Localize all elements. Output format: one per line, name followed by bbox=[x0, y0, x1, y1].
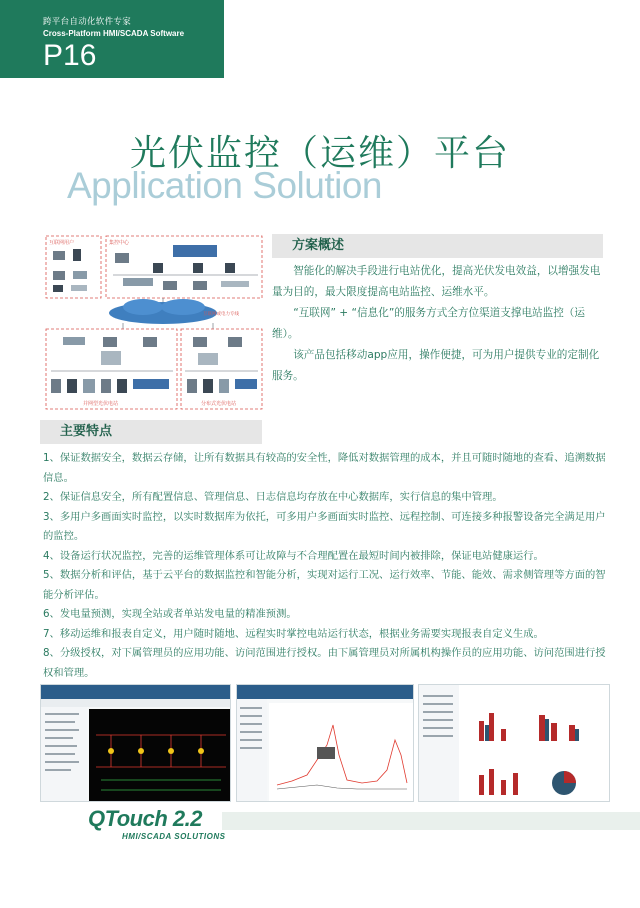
header-band bbox=[0, 0, 224, 78]
architecture-diagram bbox=[43, 233, 265, 415]
screenshot-trend-chart bbox=[236, 684, 414, 802]
feature-item: 5、数据分析和评估，基于云平台的数据监控和智能分析，实现对运行工况、运行效率、节能、能效、需求侧管理等方面的智能分析评估。 bbox=[43, 569, 606, 601]
screenshot-single-line-diagram bbox=[40, 684, 231, 802]
feature-item: 6、发电量预测，实现全站或者单站发电量的精准预测。 bbox=[43, 608, 297, 620]
brand-logo bbox=[88, 806, 202, 832]
overview-paragraph: “互联网” + “信息化”的服务方式全方位渠道支撑电站监控（运维）。 bbox=[272, 307, 585, 340]
page-subtitle: Application Solution bbox=[67, 165, 382, 206]
features-heading: 主要特点 bbox=[40, 420, 262, 444]
overview-paragraph: 该产品包括移动app应用，操作便捷，可为用户提供专业的定制化服务。 bbox=[272, 349, 600, 382]
label-distributed-station: 分布式光伏电站 bbox=[201, 401, 237, 407]
overview-text bbox=[272, 261, 606, 387]
label-network: 互联网或电力专线 bbox=[203, 312, 239, 317]
page-title: 光伏监控（运维）平台 bbox=[129, 133, 510, 174]
screenshot-report-charts bbox=[418, 684, 610, 802]
label-internet-user: 互联网用户 bbox=[49, 240, 75, 246]
feature-item: 1、保证数据安全，数据云存储，让所有数据具有较高的安全性，降低对数据管理的成本，并且可随时随地的查看、追溯数据信息。 bbox=[43, 452, 606, 484]
footer-band bbox=[222, 812, 640, 830]
feature-item: 4、设备运行状况监控，完善的运维管理体系可让故障与不合理配置在最短时间内被排除，保证电站健康运行。 bbox=[43, 549, 544, 562]
feature-item: 8、分级授权，对下属管理员的应用功能、访问范围进行授权。由下属管理员对所属机构操作员的应用功能、访问范围进行授权和管理。 bbox=[43, 647, 606, 679]
screenshot-strip bbox=[40, 684, 610, 802]
brand-tagline: HMI/SCADA SOLUTIONS bbox=[122, 832, 226, 841]
brand-name: QTouch bbox=[88, 806, 168, 831]
company-name-cn: 跨平台自动化软件专家 bbox=[43, 17, 132, 27]
feature-item: 7、移动运维和报表自定义，用户随时随地、远程实时掌控电站运行状态，根据业务需要实现报表自定义生成。 bbox=[43, 627, 544, 640]
feature-item: 2、保证信息安全，所有配置信息、管理信息、日志信息均存放在中心数据库，实行信息的集中管理。 bbox=[43, 491, 503, 503]
feature-item: 3、多用户多画面实时监控，以实时数据库为依托，可多用户多画面实时监控、远程控制、可连接多种报警设备完全满足用户的监控。 bbox=[43, 510, 606, 542]
overview-paragraph: 智能化的解决手段进行电站优化，提高光伏发电效益，以增强发电量为目的，最大限度提高电站监控、运维水平。 bbox=[272, 265, 601, 298]
label-grid-station: 并网型光伏电站 bbox=[83, 401, 119, 407]
page-number: P16 bbox=[43, 39, 97, 72]
features-list bbox=[43, 449, 607, 683]
overview-heading: 方案概述 bbox=[272, 234, 603, 258]
brand-version: 2.2 bbox=[172, 806, 203, 831]
label-monitor-center: 集控中心 bbox=[109, 240, 130, 246]
company-name-en: Cross-Platform HMI/SCADA Software bbox=[43, 29, 185, 38]
